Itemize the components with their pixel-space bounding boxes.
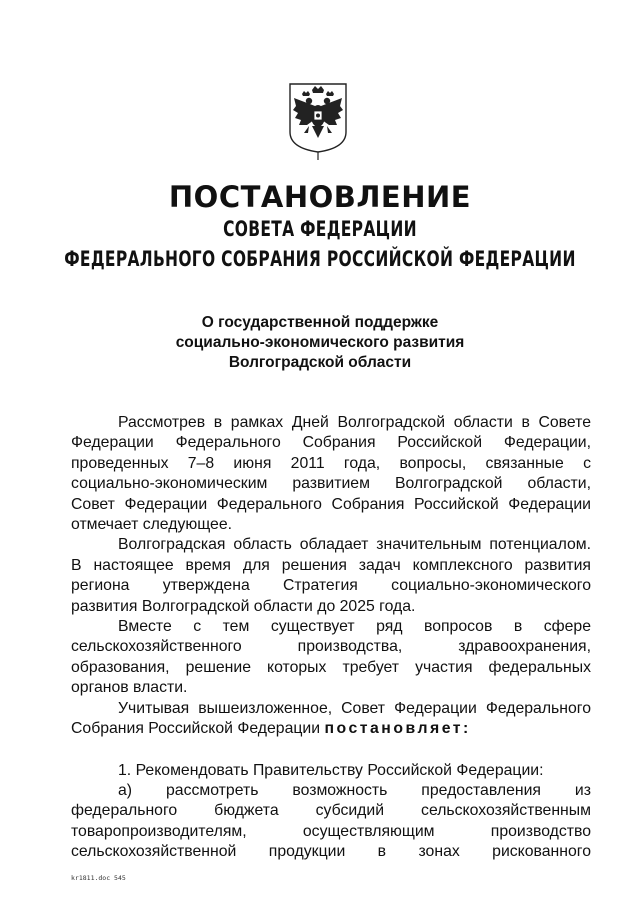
document-heading <box>0 313 640 373</box>
body-line: развития Волгоградской области до 2025 года. <box>71 597 416 615</box>
document-title: ПОСТАНОВЛЕНИЕ <box>168 180 472 214</box>
issuer-subtitle: СОВЕТА ФЕДЕРАЦИИ <box>223 216 417 242</box>
resolution-lead-text: Собрания Российской Федерации <box>71 720 321 738</box>
body-line: сельскохозяйственной продукции в зонах рискованного <box>71 843 591 861</box>
document-body <box>71 413 591 863</box>
resolution-keyword: постановляет: <box>324 720 471 738</box>
body-line: федерального бюджета субсидий сельскохозяйственным <box>71 802 591 820</box>
heading-line: О государственной поддержке <box>201 314 439 331</box>
coat-of-arms-emblem <box>285 80 351 162</box>
document-file-reference: kr1811.doc 545 <box>71 874 126 882</box>
body-line: социально-экономическим развитием Волгоградской области, <box>71 475 591 493</box>
body-line: Рассмотрев в рамках Дней Волгоградской области в Совете <box>118 414 591 431</box>
body-line: органов власти. <box>71 679 188 697</box>
body-line: отмечает следующее. <box>71 516 232 534</box>
body-line: Учитывая вышеизложенное, Совет Федерации Федерального <box>118 699 591 717</box>
body-line: Совет Федерации Федерального Собрания Российской Федерации <box>71 495 591 513</box>
body-line: сельскохозяйственного производства, здравоохранения, <box>71 638 591 656</box>
issuer-subtitle-full: ФЕДЕРАЛЬНОГО СОБРАНИЯ РОССИЙСКОЙ ФЕДЕРАЦИИ <box>64 246 576 272</box>
heading-line: Волгоградской области <box>228 354 412 371</box>
body-line: а) рассмотреть возможность предоставления из <box>118 781 591 799</box>
body-line: образования, решение которых требует участия федеральных <box>71 658 591 676</box>
body-line-resolution <box>71 719 591 739</box>
body-line: проведенных 7–8 июня 2011 года, вопросы, связанные с <box>71 454 591 472</box>
body-line: В настоящее время для решения задач комплексного развития <box>71 556 591 574</box>
heading-line: социально-экономического развития <box>175 334 465 351</box>
body-line: Федерации Федерального Собрания Российской Федерации, <box>71 434 591 452</box>
body-line: товаропроизводителям, осуществляющим производство <box>71 822 591 840</box>
body-line: 1. Рекомендовать Правительству Российской Федерации: <box>118 761 544 779</box>
body-line: региона утверждена Стратегия социально-экономического <box>71 577 591 595</box>
body-line: Вместе с тем существует ряд вопросов в сфере <box>118 618 591 636</box>
body-line: Волгоградская область обладает значительным потенциалом. <box>118 536 591 554</box>
